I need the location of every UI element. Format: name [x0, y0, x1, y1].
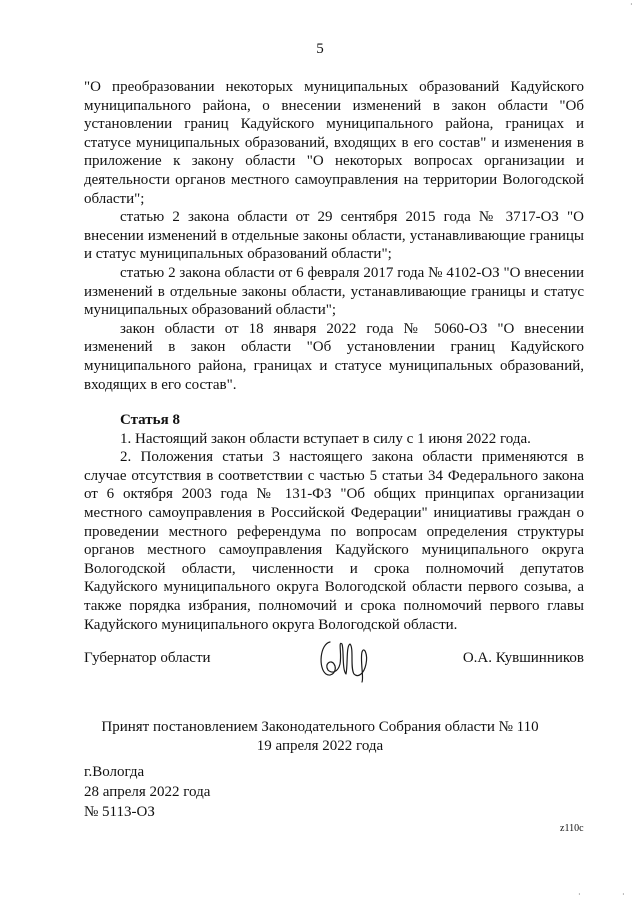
governor-name: О.А. Кувшинников [462, 650, 584, 666]
document-code: z110c [560, 823, 584, 834]
scan-mark: · [578, 890, 581, 899]
body-paragraph: статью 2 закона области от 29 сентября 2015 года № 3717-ОЗ "О внесении изменений в отдельные законы области, устанавливающие границы и статус муниципальных образований области"; [84, 209, 584, 263]
law-number: № 5113-ОЗ [84, 804, 155, 820]
page-number: 5 [316, 41, 324, 57]
city: г.Вологда [84, 764, 145, 780]
body-paragraph: статью 2 закона области от 6 февраля 2017 года № 4102-ОЗ "О внесении изменений в отдельные законы области, устанавливающие границы и статус муниципальных образований области"; [84, 264, 584, 319]
body-paragraph: "О преобразовании некоторых муниципальных образований Кадуйского муниципального района, о внесении изменений в закон области "Об установлении границ Кадуйского муниципального района, границах и статусе муниципальных образований, входящих в его состав" и изменения в приложение к закону области "О некоторых вопросах организации и деятельности органов местного самоуправления на территории Вологодской области"; [84, 79, 584, 207]
signature-block [84, 646, 584, 686]
adoption-note [0, 718, 640, 756]
body-paragraph: закон области от 18 января 2022 года № 5060-ОЗ "О внесении изменений в закон области "Об установлении границ Кадуйского муниципального района, границах и статусе муниципальных образований, входящих в его состав". [84, 320, 584, 393]
governor-title: Губернатор области [84, 650, 211, 666]
article-heading: Статья 8 [120, 412, 180, 429]
law-body [84, 78, 584, 634]
adoption-date: 19 апреля 2022 года [256, 738, 384, 754]
signing-date: 28 апреля 2022 года [84, 784, 211, 800]
place-date-block [84, 762, 210, 822]
adoption-line: Принят постановлением Законодательного Собрания области № 110 [101, 719, 539, 735]
scan-mark: · [630, 0, 633, 9]
scan-mark: · [622, 890, 625, 899]
article-item: 1. Настоящий закон области вступает в силу с 1 июня 2022 года. [120, 430, 531, 447]
article-item: 2. Положения статьи 3 настоящего закона области применяются в случае отсутствия в соответствии с частью 5 статьи 34 Федерального закона от 6 октября 2003 года № 131-ФЗ "Об общих принципах организации местного самоуправления в Российской Федерации" инициативы граждан о проведении местного референдума по вопросам определения структуры органов местного самоуправления Кадуйского муниципального округа Вологодской области, численности и срока полномочий депутатов Кадуйского муниципального округа Вологодской области первого созыва, а также порядка избрания, полномочий и срока полномочий первого главы Кадуйского муниципального округа Вологодской области. [84, 449, 584, 633]
handwritten-signature [316, 634, 376, 684]
